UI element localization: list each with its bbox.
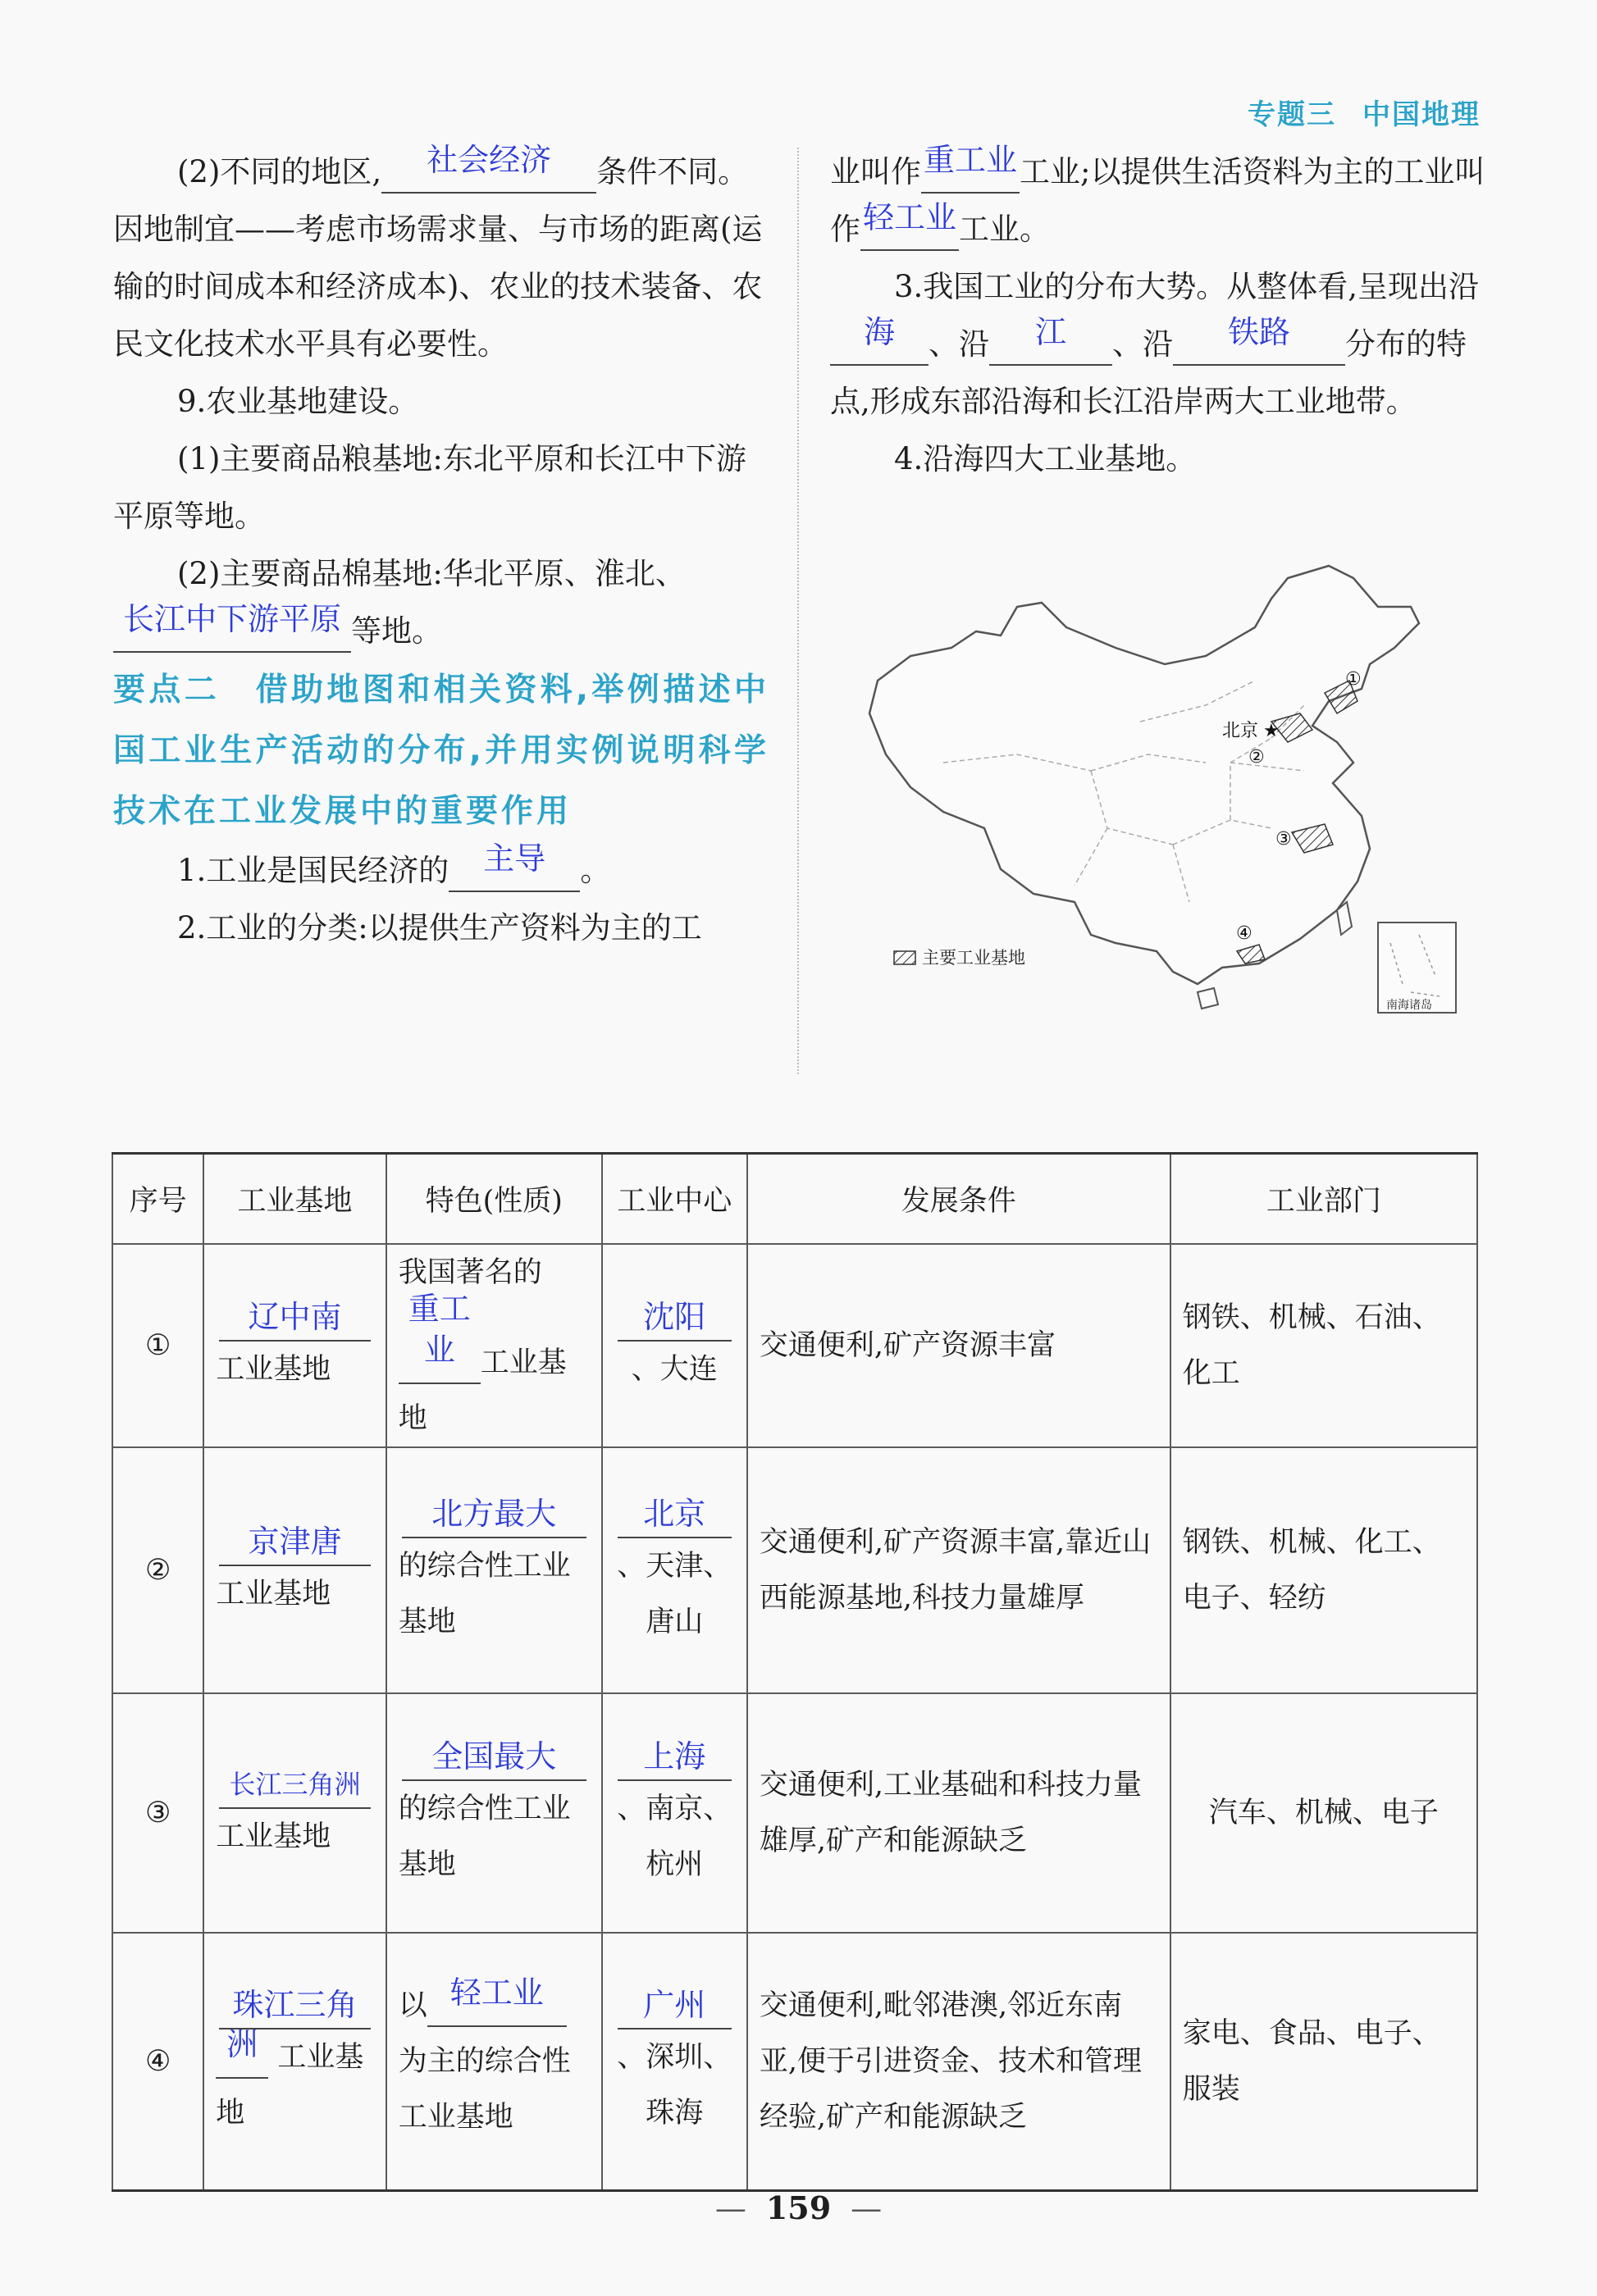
left-column [113,144,769,957]
center-cell [602,1693,747,1933]
text: 工业。 [959,212,1050,247]
department-cell: 家电、食品、电子、服装 [1170,1933,1477,2191]
china-industry-map [845,558,1485,1036]
handwritten-answer: 长江三角洲 [219,1761,371,1809]
text: 、沿 [929,326,989,362]
feature-prefix: 以 [398,1989,427,2022]
handwritten-answer: 主导 [483,840,546,877]
text: 业叫作 [830,154,921,189]
col-header-department: 工业部门 [1170,1154,1477,1245]
legend-swatch [894,951,915,964]
paragraph-heading-9: 9.农业基地建设。 [177,384,419,419]
table-row [112,1244,1477,1447]
condition-cell: 交通便利,矿产资源丰富 [747,1244,1170,1447]
handwritten-answer: 海 [863,314,895,350]
feature-suffix: 为主的综合性工业基地 [398,2045,571,2134]
handwritten-answer: 上海 [618,1733,732,1781]
text: 等地。 [351,613,442,649]
text: 3.我国工业的分布大势。从整体看,呈现出沿 [894,269,1480,304]
col-header-index: 序号 [112,1154,203,1245]
handwritten-answer: 京津唐 [219,1519,371,1566]
handwritten-answer: 沈阳 [618,1294,732,1342]
department-cell: 钢铁、机械、石油、化工 [1170,1244,1477,1447]
center-cell [602,1933,747,2191]
department-cell: 钢铁、机械、化工、电子、轻纺 [1170,1447,1477,1693]
text: 工业;以提供生活资料为主的工业叫作 [830,154,1485,247]
legend-label: 主要工业基地 [922,948,1025,968]
department-cell: 汽车、机械、电子 [1170,1693,1477,1933]
capital-star-icon: ★ [1263,721,1280,741]
page-dash-right: — [851,2190,883,2226]
paragraph-industry-leading [113,842,769,900]
paragraph-conditions [113,144,769,373]
row-index: ② [112,1447,203,1693]
text: (2)主要商品棉基地:华北平原、淮北、 [177,556,686,591]
feature-cell [386,1447,602,1693]
feature-cell [386,1933,602,2191]
col-header-base: 工业基地 [203,1154,386,1245]
base-cell [203,1244,386,1447]
handwritten-answer: 珠江三角 [219,1982,371,2029]
keypoint-heading: 要点二 借助地图和相关资料,举例描述中国工业生产活动的分布,并用实例说明科学技术在工业发展中的重要作用 [113,672,769,830]
base-suffix: 工业基地 [216,2041,364,2130]
center-rest: 、深圳、珠海 [617,2041,732,2130]
handwritten-answer: 北京 [618,1491,732,1538]
table-row [112,1693,1477,1933]
base-suffix: 工业基地 [216,1353,331,1386]
header-subject: 中国地理 [1362,98,1481,131]
condition-cell: 交通便利,毗邻港澳,邻近东南亚,便于引进资金、技术和管理经验,矿产和能源缺乏 [747,1933,1170,2191]
paragraph-industry-class-cont [830,144,1486,258]
marker-4: ④ [1236,923,1253,944]
paragraph-four-bases: 4.沿海四大工业基地。 [894,441,1197,476]
text: 。 [580,853,611,888]
handwritten-answer: 广州 [618,1982,732,2029]
row-index: ④ [112,1933,203,2191]
page-number-value: 159 [765,2189,832,2226]
center-rest: 、南京、杭州 [617,1793,732,1881]
table-header-row [112,1154,1477,1245]
china-outline [869,566,1419,984]
handwritten-answer: 北方最大 [402,1491,586,1538]
center-cell [602,1447,747,1693]
marker-2: ② [1248,747,1265,768]
beijing-label: 北京 [1222,721,1259,741]
column-divider [797,148,799,1074]
text: 条件不同。因地制宜——考虑市场需求量、与市场的距离(运输的时间成本和经济成本)、农业的技术装备、农民文化技术水平具有必要性。 [113,154,763,362]
handwritten-answer: 江 [1034,314,1066,350]
fill-blank [449,840,580,892]
base-suffix: 工业基地 [216,1820,331,1853]
handwritten-answer: 轻工业 [449,1975,544,2011]
inset-label: 南海诸岛 [1386,999,1432,1012]
fill-blank [1173,314,1345,366]
paragraph-distribution [830,258,1486,430]
feature-cell [386,1244,602,1447]
fill-blank [860,199,959,251]
fill-blank [830,314,929,366]
handwritten-answer: 社会经济 [427,142,552,178]
feature-suffix: 工业基地 [398,1346,567,1435]
handwritten-answer: 重工业 [408,1291,471,1368]
fill-blank [989,314,1112,366]
center-rest: 、天津、唐山 [617,1550,732,1638]
handwritten-answer: 铁路 [1227,314,1290,350]
paragraph-industry-class: 2.工业的分类:以提供生产资料为主的工 [177,910,702,945]
fill-blank [381,142,596,194]
text: 分布的特点,形成东部沿海和长江沿岸两大工业地带。 [830,326,1467,419]
feature-cell [386,1693,602,1933]
col-header-condition: 发展条件 [747,1154,1170,1245]
handwritten-answer: 轻工业 [862,199,956,235]
paragraph-grain-base: (1)主要商品粮基地:东北平原和长江中下游平原等地。 [113,441,746,534]
row-index: ① [112,1244,203,1447]
marker-1: ① [1345,669,1362,690]
text: (2)不同的地区, [177,154,382,189]
industrial-bases-table [112,1152,1478,2192]
paragraph-cotton-base [113,545,769,660]
feature-suffix: 的综合性工业基地 [398,1793,571,1881]
feature-suffix: 的综合性工业基地 [398,1550,571,1638]
marker-3: ③ [1275,829,1292,850]
handwritten-answer: 辽中南 [219,1294,371,1342]
handwritten-answer: 长江中下游平原 [122,601,341,637]
page-number [0,2189,1597,2226]
condition-cell: 交通便利,矿产资源丰富,靠近山西能源基地,科技力量雄厚 [747,1447,1170,1693]
table-row [112,1933,1477,2191]
page-dash-left: — [714,2190,746,2226]
condition-cell: 交通便利,工业基础和科技力量雄厚,矿产和能源缺乏 [747,1693,1170,1933]
page-header [1248,92,1481,132]
handwritten-answer: 重工业 [923,142,1017,178]
col-header-center: 工业中心 [602,1154,747,1245]
table-row [112,1447,1477,1693]
base-suffix: 工业基地 [216,1578,331,1610]
hainan [1198,988,1218,1009]
header-section: 专题三 [1248,98,1336,131]
center-rest: 、大连 [631,1353,718,1386]
right-column [830,144,1486,488]
feature-prefix: 我国著名的 [398,1256,542,1289]
map-svg [845,558,1485,1033]
fill-blank [921,142,1020,194]
base-cell [203,1693,386,1933]
base-cell [203,1447,386,1693]
center-cell [602,1244,747,1447]
row-index: ③ [112,1693,203,1933]
base-cell [203,1933,386,2191]
col-header-feature: 特色(性质) [386,1154,602,1245]
text: 1.工业是国民经济的 [177,853,449,888]
text: 、沿 [1112,326,1173,362]
fill-blank [113,601,351,653]
handwritten-answer: 全国最大 [402,1733,586,1781]
handwritten-answer: 洲 [226,2026,258,2062]
